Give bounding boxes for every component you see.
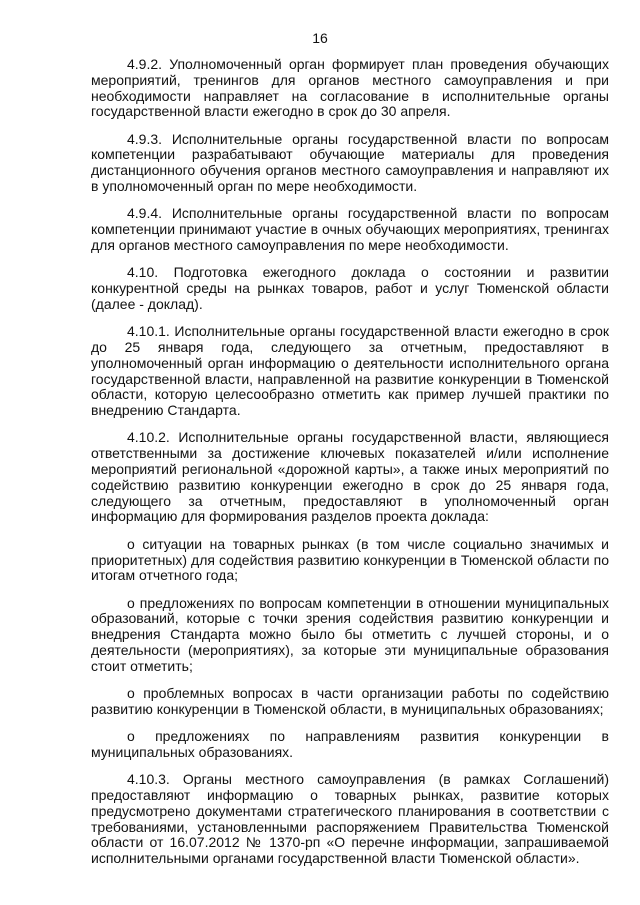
list-item-problem-issues: о проблемных вопросах в части организации работы по содействию развитию конкуренции в Тюменской области, в муниципальных образованиях;	[91, 685, 609, 717]
document-body	[91, 57, 609, 879]
list-item-municipal-proposals: о предложениях по вопросам компетенции в отношении муниципальных образований, которые с точки зрения содействия развитию конкуренции и внедрения Стандарта можно было бы отметить с лучшей стороны, и о деятельности (мероприятиях), за которые эти муниципальные образования стоит отметить;	[91, 594, 609, 674]
list-item-competition-directions: о предложениях по направлениям развития конкуренции в муниципальных образованиях.	[91, 728, 609, 760]
paragraph-4-9-4: 4.9.4. Исполнительные органы государственной власти по вопросам компетенции принимают участие в очных обучающих мероприятиях, тренингах для органов местного самоуправления по мере необходимости.	[91, 205, 609, 253]
page-number: 16	[312, 30, 328, 46]
paragraph-4-10-2: 4.10.2. Исполнительные органы государственной власти, являющиеся ответственными за достижение ключевых показателей и/или исполнение мероприятий региональной «дорожной карты», а также иных мероприятий по содействию развитию конкуренции ежегодно в срок до 25 января года, следующего за отчетным, предоставляют в уполномоченный орган информацию для формирования разделов проекта доклада:	[91, 429, 609, 525]
list-item-market-situation: о ситуации на товарных рынках (в том числе социально значимых и приоритетных) для содействия развитию конкуренции в Тюменской области по итогам отчетного года;	[91, 535, 609, 584]
paragraph-4-9-3: 4.9.3. Исполнительные органы государственной власти по вопросам компетенции разрабатывают обучающие материалы для проведения дистанционного обучения органов местного самоуправления и направляют их в уполномоченный орган по мере необходимости.	[91, 130, 609, 195]
paragraph-4-10: 4.10. Подготовка ежегодного доклада о состоянии и развитии конкурентной среды на рынках товаров, работ и услуг Тюменской области (далее - доклад).	[91, 264, 609, 312]
paragraph-4-9-2: 4.9.2. Уполномоченный орган формирует план проведения обучающих мероприятий, тренингов для органов местного самоуправления и при необходимости направляет на согласование в исполнительные органы государственной власти ежегодно в срок до 30 апреля.	[91, 56, 609, 120]
paragraph-4-10-1: 4.10.1. Исполнительные органы государственной власти ежегодно в срок до 25 января года, следующего за отчетным, предоставляют в уполномоченный орган информацию о деятельности исполнительного органа государственной власти, направленной на развитие конкуренции в Тюменской области, которую целесообразно отметить как пример лучшей практики по внедрению Стандарта.	[91, 323, 609, 419]
paragraph-4-10-3: 4.10.3. Органы местного самоуправления (в рамках Соглашений) предоставляют информацию о товарных рынках, развитие которых предусмотрено документами стратегического планирования в соответствии с требованиями, установленными распоряжением Правительства Тюменской области от 16.07.2012 № 1370-рп «О перечне информации, запрашиваемой исполнительными органами государственной власти Тюменской области».	[91, 771, 609, 867]
